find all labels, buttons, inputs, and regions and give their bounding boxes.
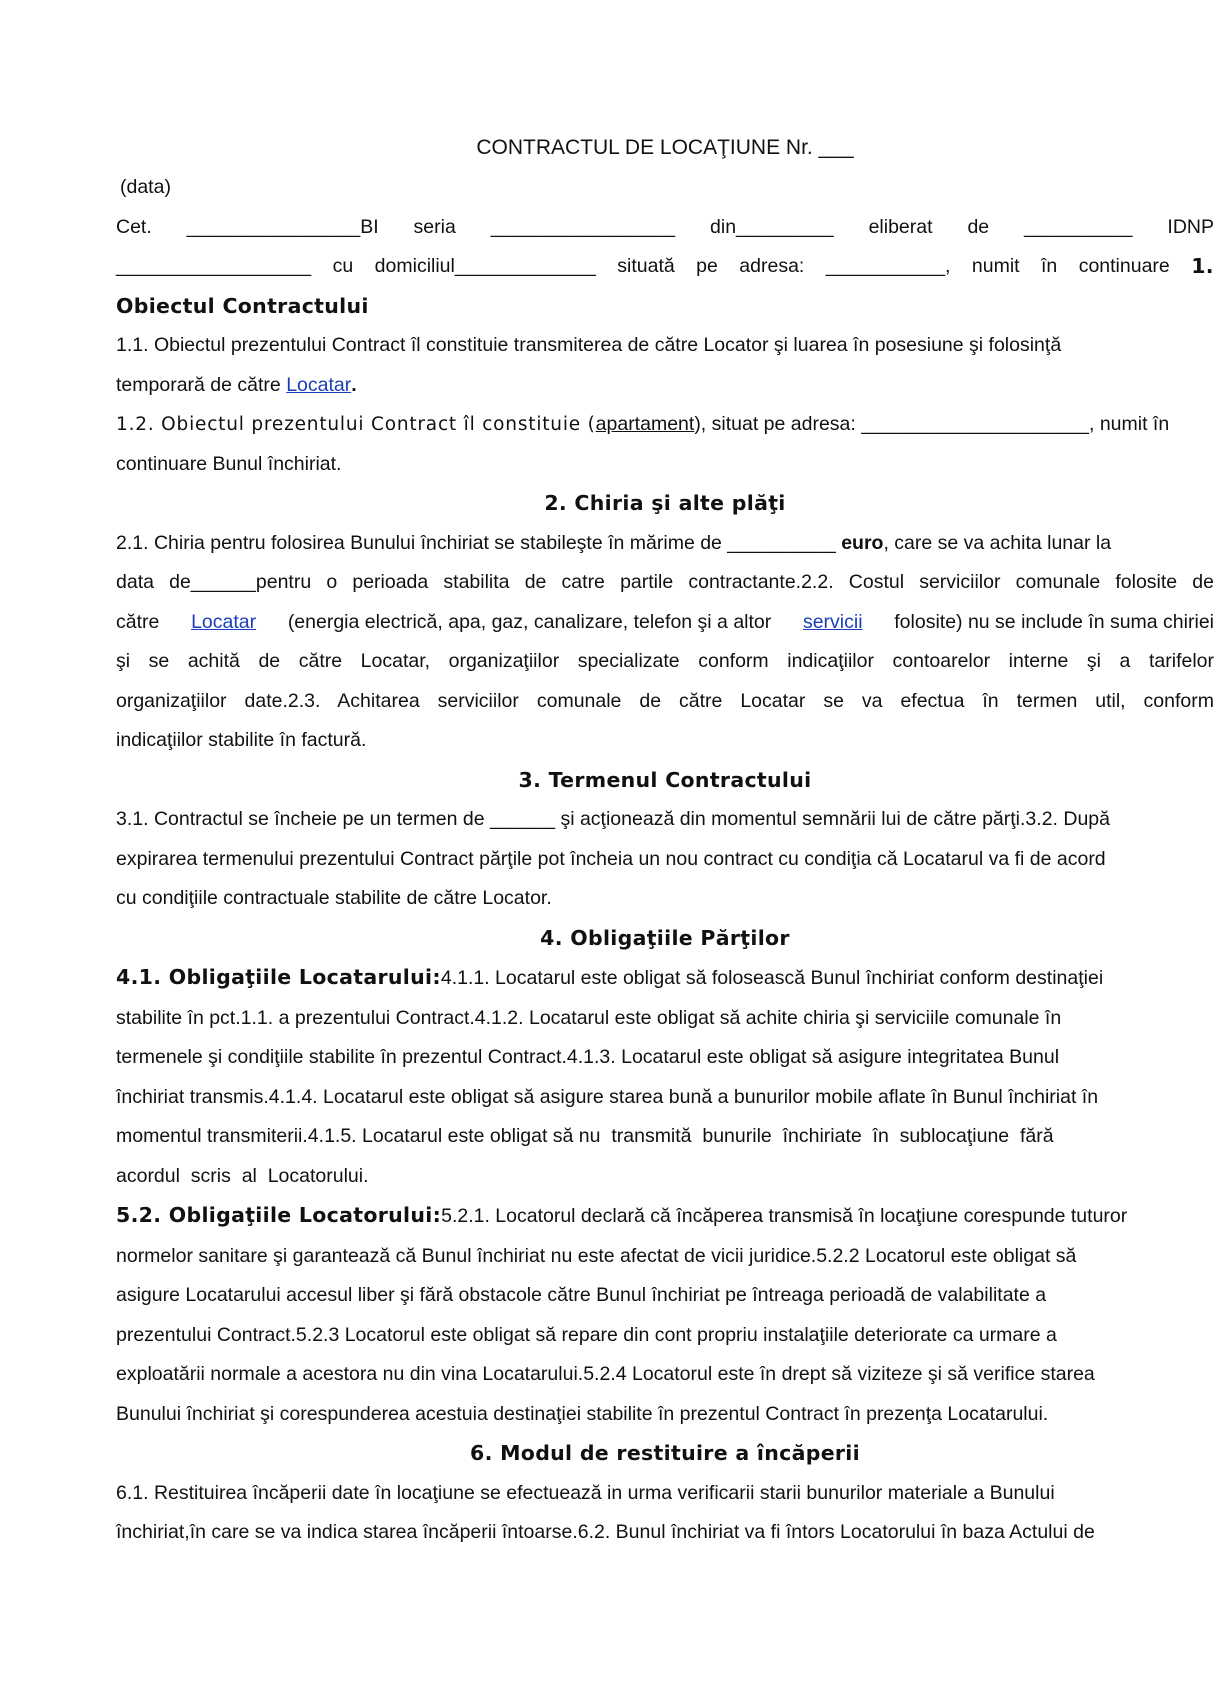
locatar-obligations-heading: 4.1. Obligaţiile Locatarului: xyxy=(116,965,441,989)
clause-3-line-2: expirarea termenului prezentului Contract părţile pot încheia un nou contract cu condiţia că Locatarul va fi de acord xyxy=(116,847,1106,870)
clause-2-line-3 xyxy=(116,603,1214,643)
parties-line-1 xyxy=(116,208,1214,248)
clause-1-2-rest: ), situat pe adresa: _____________________, numit în xyxy=(694,413,1170,435)
seria-blank: _________________ xyxy=(490,215,676,238)
clause-5-2-line-5: exploatării normale a acestora nu din vina Locatarului.5.2.4 Locatorul este în drept să viziteze şi să verifice starea xyxy=(116,1363,1095,1385)
adresa-label: adresa: xyxy=(739,255,805,277)
numit-label: numit xyxy=(971,255,1020,277)
clause-2-line-1 xyxy=(116,524,1214,564)
cet-label: Cet. xyxy=(116,215,152,238)
clause-5-2-line-1 xyxy=(116,1196,1214,1237)
apartament-text: apartament xyxy=(595,413,695,435)
clause-4-1-line-3: termenele şi condiţiile stabilite în prezentul Contract.4.1.3. Locatarul este obligat să asigure integritatea Bunul xyxy=(116,1046,1060,1068)
adresa-blank: ___________, xyxy=(825,255,951,277)
clause-5-2-line-4: prezentului Contract.5.2.3 Locatorul este obligat să repare din cont propriu instalaţiile deteriorate ca urmare a xyxy=(116,1323,1057,1346)
clause-5-2-line-3: asigure Locatarului accesul liber şi fără obstacole către Bunul închiriat pe întreaga perioadă de valabilitate a xyxy=(116,1284,1047,1306)
section-4-title: 4. Obligaţiile Părţilor xyxy=(540,925,790,950)
clause-2-line-2: data de______pentru o perioada stabilita de catre partile contractante.2.2. Costul serviciilor comunale folosite de xyxy=(116,571,1214,593)
clause-2-1-end: , care se va achita lunar la xyxy=(883,531,1112,554)
idnp-label: IDNP xyxy=(1167,215,1214,238)
eliberat-blank: __________ xyxy=(1024,215,1133,238)
locatar-link-2[interactable]: Locatar xyxy=(191,610,257,633)
domiciliul-label: domiciliul xyxy=(374,255,455,277)
section-6-title: 6. Modul de restituire a încăperii xyxy=(470,1441,860,1465)
clause-4-1-line-1 xyxy=(116,958,1214,999)
bi-label: BI xyxy=(360,215,379,238)
seria-label: seria xyxy=(413,215,456,238)
clause-2-line-5: organizaţiilor date.2.3. Achitarea serviciilor comunale de către Locatar se va efectua în termen util, conform xyxy=(116,689,1214,712)
date-placeholder: (data) xyxy=(120,176,171,198)
section-2-title: 2. Chiria şi alte plăţi xyxy=(544,491,786,515)
din-label: din xyxy=(710,215,737,238)
clause-4-1-line-4: închiriat transmis.4.1.4. Locatarul este obligat să asigure starea bună a bunurilor mobile aflate în Bunul închiriat în xyxy=(116,1085,1099,1108)
clause-4-1-line-6: acordul scris al Locatorului. xyxy=(116,1164,369,1187)
section-3-title: 3. Termenul Contractului xyxy=(518,767,812,792)
clause-5-2-1-start: 5.2.1. Locatorul declară că încăperea transmisă în locaţiune corespunde tuturor xyxy=(441,1205,1128,1227)
document-body xyxy=(116,128,1214,1553)
clause-1-1-line-1: 1.1. Obiectul prezentului Contract îl constituie transmiterea de către Locator şi luarea în posesiune şi folosinţă xyxy=(116,334,1062,356)
clause-4-1-line-2: stabilite în pct.1.1. a prezentului Contract.4.1.2. Locatarul este obligat să achite chiria şi serviciile comunale în xyxy=(116,1006,1062,1029)
parties-line-2 xyxy=(116,247,1214,287)
clause-4-1-1-start: 4.1.1. Locatarul este obligat să folosească Bunul închiriat conform destinaţiei xyxy=(440,967,1104,989)
clause-2-2-end: folosite) nu se include în suma chiriei xyxy=(894,610,1214,633)
clause-1-2-start: 1.2. Obiectul prezentului Contract îl constituie ( xyxy=(116,414,596,435)
clause-2-1-start: 2.1. Chiria pentru folosirea Bunului închiriat se stabileşte în mărime de __________ xyxy=(116,531,836,554)
clause-2-2-catre: către xyxy=(116,610,160,633)
document-title: CONTRACTUL DE LOCAŢIUNE Nr. ___ xyxy=(476,136,854,159)
locatar-link[interactable]: Locatar xyxy=(286,373,352,396)
de-label: de xyxy=(967,215,990,238)
servicii-link[interactable]: servicii xyxy=(802,610,863,633)
continuare-label: continuare xyxy=(1078,255,1170,277)
clause-2-line-4: şi se achită de către Locatar, organizaţiilor specializate conform indicaţiilor contoarelor interne şi a tarifelor xyxy=(116,650,1214,672)
idnp-blank: __________________ xyxy=(116,255,312,277)
clause-1-2-line-2: continuare Bunul închiriat. xyxy=(116,452,342,475)
clause-6-line-2: închiriat,în care se va indica starea încăperii întoarse.6.2. Bunul închiriat va fi întors Locatorului în baza Actului de xyxy=(116,1521,1095,1543)
section-1-title: Obiectul Contractului xyxy=(116,293,369,318)
clause-3-line-3: cu condiţiile contractuale stabilite de către Locator. xyxy=(116,887,552,909)
clause-4-1-line-5: momentul transmiterii.4.1.5. Locatarul este obligat să nu transmită bunurile închiriate în sublocaţiune fără xyxy=(116,1125,1054,1147)
clause-1-1-cont: temporară de către xyxy=(116,373,281,396)
clause-2-2-mid: (energia electrică, apa, gaz, canalizare, telefon şi a altor xyxy=(287,610,772,633)
situata-label: situată xyxy=(617,255,675,277)
locator-obligations-heading: 5.2. Obligaţiile Locatorului: xyxy=(116,1203,442,1227)
cu-label: cu xyxy=(332,255,354,277)
domiciliul-blank: _____________ xyxy=(454,255,596,277)
clause-1-2-line-1 xyxy=(116,405,1214,445)
clause-1-1-line-2 xyxy=(116,366,1214,406)
clause-5-2-line-2: normelor sanitare şi garantează că Bunul închiriat nu este afectat de vicii juridice.5.2.2 Locatorul este obligat să xyxy=(116,1244,1077,1267)
clause-1-1-period: . xyxy=(351,373,357,396)
euro-label: euro xyxy=(841,531,884,554)
in-label: în xyxy=(1041,255,1058,277)
eliberat-label: eliberat xyxy=(868,215,933,238)
section-1-number: 1. xyxy=(1191,254,1214,278)
clause-5-2-line-6: Bunului închiriat şi corespunderea acestuia destinaţiei stabilite în prezentul Contract în prezenţa Locatarului. xyxy=(116,1402,1049,1425)
clause-6-line-1: 6.1. Restituirea încăperii date în locaţiune se efectuează in urma verificarii starii bunurilor materiale a Bunului xyxy=(116,1481,1055,1504)
clause-2-line-6: indicaţiilor stabilite în factură. xyxy=(116,729,367,751)
pe-label: pe xyxy=(696,255,718,277)
clause-3-line-1: 3.1. Contractul se încheie pe un termen de ______ şi acţionează din momentul semnării lui de către părţi.3.2. După xyxy=(116,808,1110,830)
bi-blank: ________________ xyxy=(186,215,361,238)
din-blank: _________ xyxy=(736,215,834,238)
